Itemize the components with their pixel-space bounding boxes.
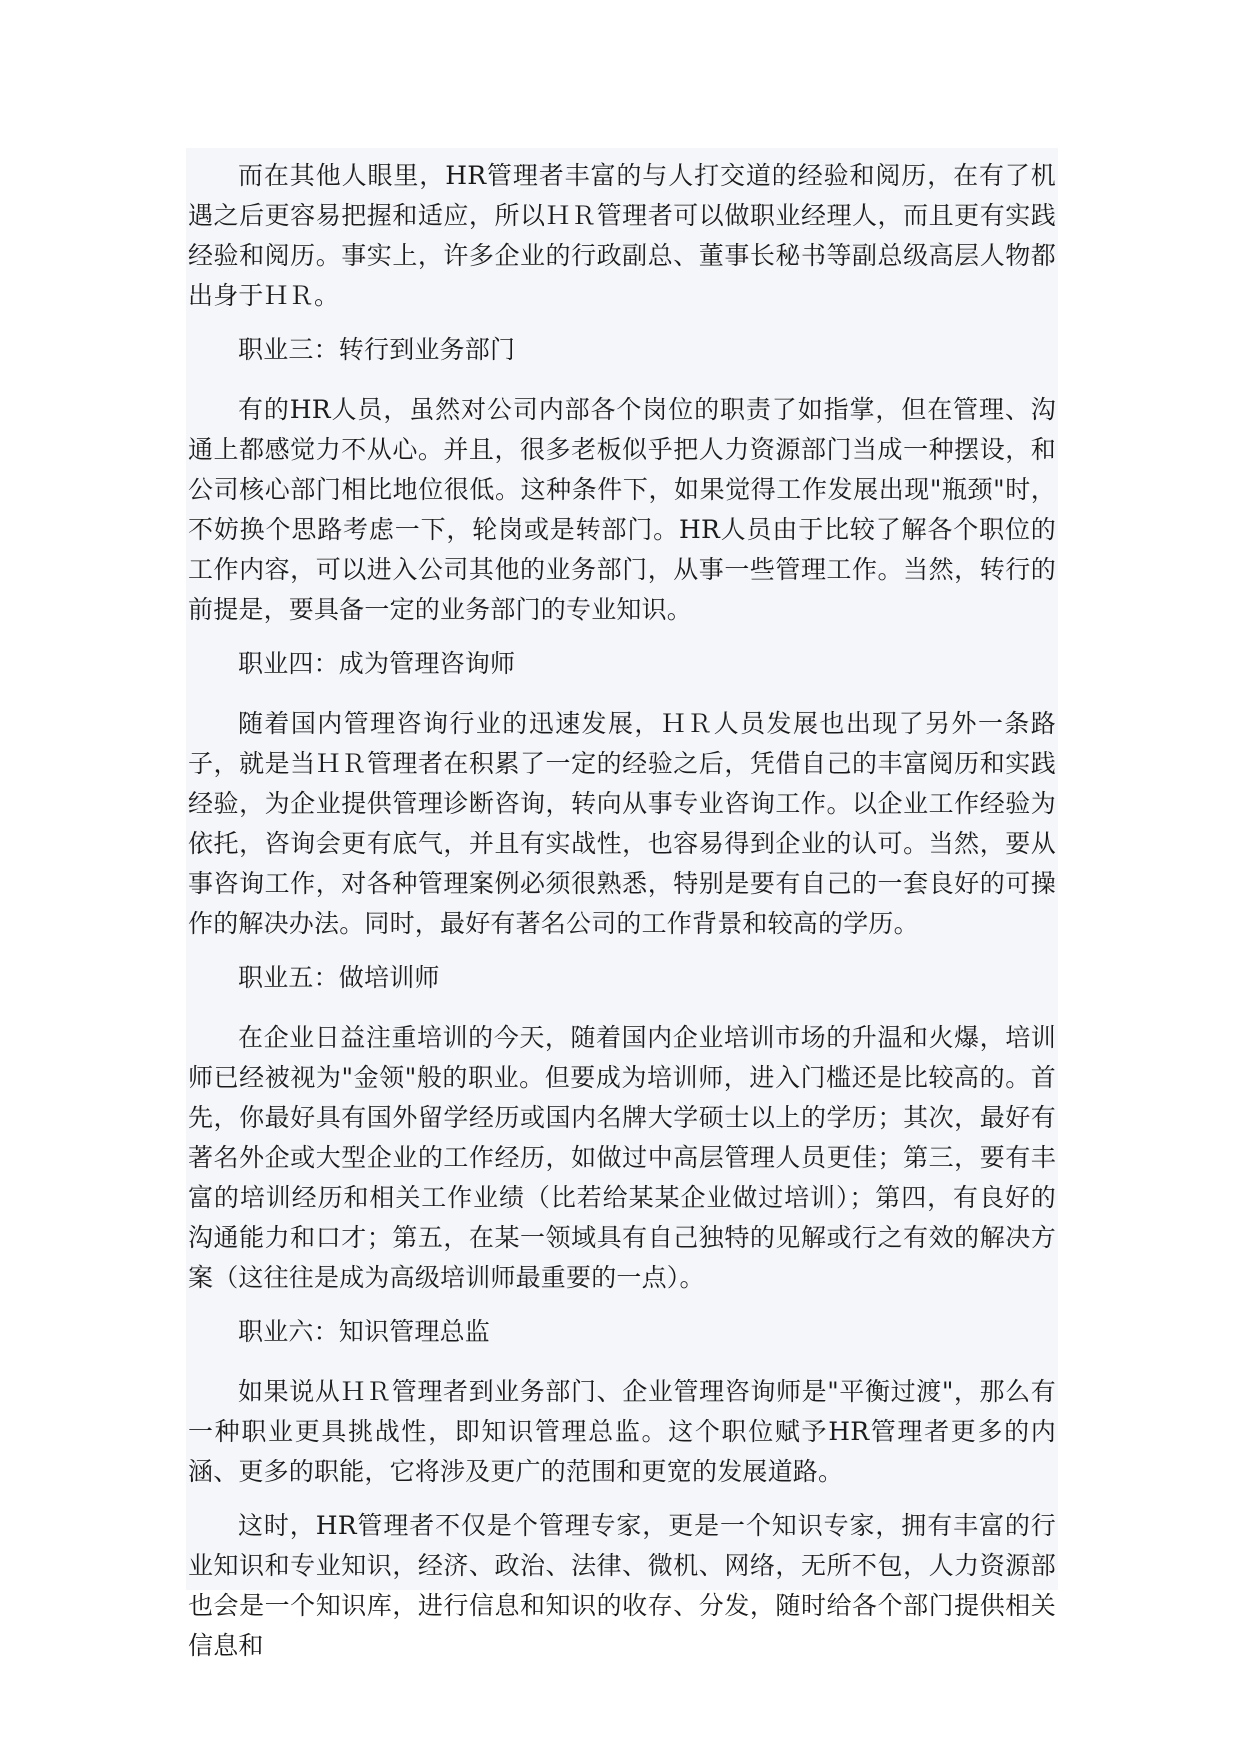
paragraph-knowledge-expert: 这时，HR管理者不仅是个管理专家，更是一个知识专家，拥有丰富的行业知识和专业知识，经济、政治、法律、微机、网络，无所不包，人力资源部也会是一个知识库，进行信息和知识的收存、分发，随时给各个部门提供相关信息和 xyxy=(188,1511,1056,1660)
paragraph-career-five: 在企业日益注重培训的今天，随着国内企业培训市场的升温和火爆，培训师已经被视为"金领"般的职业。但要成为培训师，进入门槛还是比较高的。首先，你最好具有国外留学经历或国内名牌大学硕士以上的学历；其次，最好有著名外企或大型企业的工作经历，如做过中高层管理人员更佳；第三，要有丰富的培训经历和相关工作业绩（比若给某某企业做过培训）；第四，有良好的沟通能力和口才；第五，在某一领域具有自己独特的见解或行之有效的解决方案（这往往是成为高级培训师最重要的一点）。 xyxy=(188,1023,1056,1292)
heading-career-five: 职业五：做培训师 xyxy=(238,963,440,992)
paragraph-career-four: 随着国内管理咨询行业的迅速发展，ＨＲ人员发展也出现了另外一条路子，就是当ＨＲ管理者在积累了一定的经验之后，凭借自己的丰富阅历和实践经验，为企业提供管理诊断咨询，转向从事专业咨询工作。以企业工作经验为依托，咨询会更有底气，并且有实战性，也容易得到企业的认可。当然，要从事咨询工作，对各种管理案例必须很熟悉，特别是要有自己的一套良好的可操作的解决办法。同时，最好有著名公司的工作背景和较高的学历。 xyxy=(188,709,1056,938)
heading-career-six: 职业六：知识管理总监 xyxy=(238,1317,491,1346)
heading-career-four: 职业四：成为管理咨询师 xyxy=(238,649,516,678)
heading-career-three: 职业三：转行到业务部门 xyxy=(238,335,516,364)
paragraph-career-three: 有的HR人员，虽然对公司内部各个岗位的职责了如指掌，但在管理、沟通上都感觉力不从心。并且，很多老板似乎把人力资源部门当成一种摆设，和公司核心部门相比地位很低。这种条件下，如果觉得工作发展出现"瓶颈"时，不妨换个思路考虑一下，轮岗或是转部门。HR人员由于比较了解各个职位的工作内容，可以进入公司其他的业务部门，从事一些管理工作。当然，转行的前提是，要具备一定的业务部门的专业知识。 xyxy=(188,395,1056,624)
document-text-block xyxy=(186,148,1058,1660)
paragraph-hr-manager-career: 而在其他人眼里，HR管理者丰富的与人打交道的经验和阅历，在有了机遇之后更容易把握和适应，所以ＨＲ管理者可以做职业经理人，而且更有实践经验和阅历。事实上，许多企业的行政副总、董事长秘书等副总级高层人物都出身于ＨＲ。 xyxy=(188,161,1056,310)
paragraph-career-six: 如果说从ＨＲ管理者到业务部门、企业管理咨询师是"平衡过渡"，那么有一种职业更具挑战性，即知识管理总监。这个职位赋予HR管理者更多的内涵、更多的职能，它将涉及更广的范围和更宽的发展道路。 xyxy=(188,1377,1056,1486)
